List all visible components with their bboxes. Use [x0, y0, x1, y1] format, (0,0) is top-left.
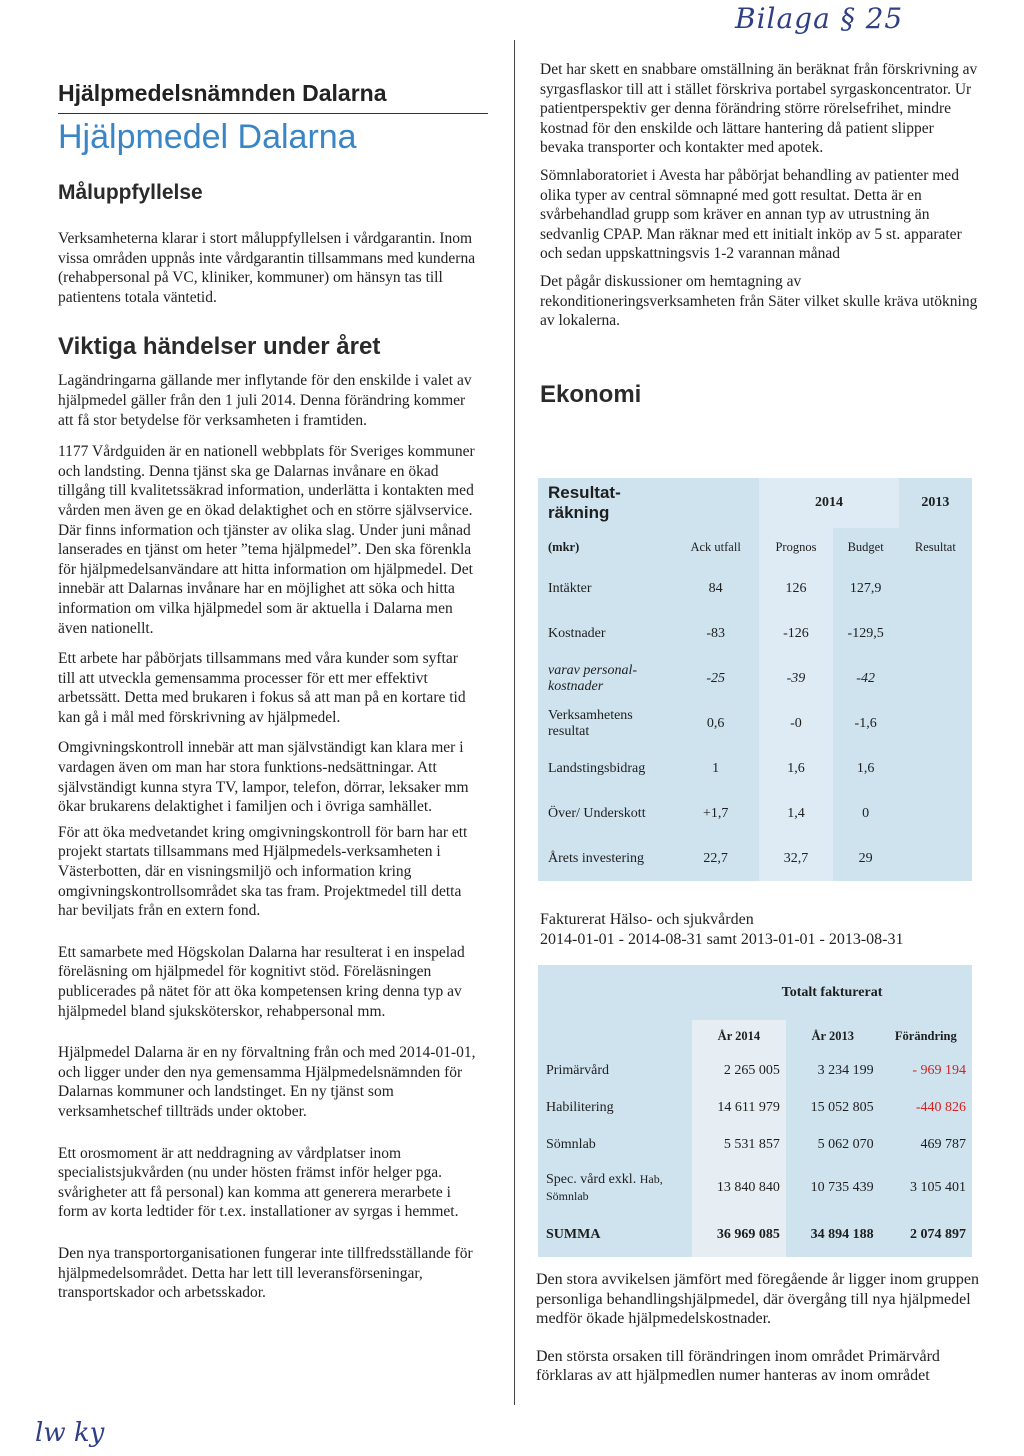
paragraph: Den största orsaken till förändringen inom området Primärvård förklaras av att hjälpmedlen numer hanteras av inom området [536, 1347, 940, 1385]
col-prognos: Prognos [759, 528, 832, 566]
table-row: varav personal-kostnader -25 -39 -42 [538, 656, 972, 701]
table-row: Kostnader -83 -126 -129,5 [538, 611, 972, 656]
billing-caption: Fakturerat Hälso- och sjukvården 2014-01-01 - 2014-08-31 samt 2013-01-01 - 2013-08-31 [540, 911, 904, 948]
paragraph: Det pågår diskussioner om hemtagning av rekonditioneringsverksamheten från Säter vilket skulle kräva utökning av lokalerna. [540, 272, 978, 330]
table-title: Resultat-räkning [548, 483, 621, 522]
col-forandring: Förändring [894, 1028, 957, 1043]
col-resultat: Resultat [914, 539, 956, 554]
ekonomi-heading: Ekonomi [540, 380, 642, 408]
table-row: Sömnlab 5 531 857 5 062 070 469 787 [538, 1126, 972, 1163]
paragraph: För att öka medvetandet kring omgivningskontroll för barn har ett projekt startats tillsammans med Hjälpmedels-verksamheten i Västerbotten, där en visningsmiljö och information kring omgivningskontrollsområdet ska tas fram. Projektmedel till detta har beviljats från en extern fond. [58, 823, 468, 920]
paragraph: Den stora avvikelsen jämfört med föregående år ligger inom gruppen personliga behandlingshjälpmedel, där övergång till nya hjälpmedel medför ökade hjälpmedelskostnader. [536, 1271, 979, 1328]
table-row: Årets investering 22,7 32,7 29 [538, 836, 972, 881]
org-name: Hjälpmedelsnämnden Dalarna [58, 80, 488, 114]
paragraph: Ett orosmoment är att neddragning av vårdplatser inom specialistsjukvården (nu under hösten främst inför helger pga. svårigheter att få personal) kan komma att generera merarbete i form av korta ledtider för t.ex. installationer av syrgas i hemmet. [58, 1144, 459, 1221]
viktiga-handelser-heading: Viktiga händelser under året [58, 333, 381, 361]
column-divider [514, 40, 515, 1405]
unit-label: (mkr) [548, 539, 580, 554]
sum-row: SUMMA 36 969 085 34 894 188 2 074 897 [538, 1213, 972, 1257]
paragraph: Hjälpmedel Dalarna är en ny förvaltning från och med 2014-01-01, och ligger under den nya gemensamma Hjälpmedelsnämnden för Dalarnas kommuner och landstinget. En ny tjänst som verksamhetschef tillträds under oktober. [58, 1044, 476, 1120]
handwritten-initials: lw ky [35, 1418, 105, 1448]
year-2014-header: 2014 [759, 478, 898, 528]
col-ar-2014: År 2014 [692, 1020, 786, 1052]
right-column [540, 60, 980, 409]
table-row: Landstingsbidrag 1 1,6 1,6 [538, 746, 972, 791]
left-column [58, 80, 478, 1303]
maluppfyllelse-text: Verksamheterna klarar i stort måluppfyllelsen i vårdgarantin. Inom vissa områden uppnås inte vårdgarantin tillsammans med kunderna (rehabpersonal på VC, kliniker, kommuner) om hänsyn tas till patientens totala väntetid. [58, 230, 476, 306]
col-budget: Budget [847, 539, 884, 554]
table-row: Primärvård 2 265 005 3 234 199 - 969 194 [538, 1052, 972, 1089]
table-row: Över/ Underskott +1,7 1,4 0 [538, 791, 972, 836]
table-row: Verksamhetens resultat 0,6 -0 -1,6 [538, 701, 972, 746]
paragraph: Ett samarbete med Högskolan Dalarna har resulterat i en inspelad föreläsning om hjälpmedel för kognitivt stöd. Föreläsningen publicerades på nätet för att öka kompetensen kring denna typ av hjälpmedel bland sjuksköterskor, rehabpersonal mm. [58, 943, 465, 1020]
table-row: Spec. vård exkl. Hab, Sömnlab 13 840 840 10 735 439 3 105 401 [538, 1163, 972, 1213]
paragraph: 1177 Vårdguiden är en nationell webbplats för Sveriges kommuner och landsting. Denna tjänst ska ge Dalarnas invånare en ökad tillgång till kvalitetssäkrad information, underlätta i kontakten med vården men även ge en ökad delaktighet och en större självservice. Där finns information och tjänster av olika slag. Under juni månad lanserades en tjänst om heter ”tema hjälpmedel”. Den ska förenkla för hjälpmedelsanvändare att hitta information om hjälpmedel. Det innebär att Dalarnas invånare har en möjlighet att söka och hitta information om vilka hjälpmedel som är aktuella i Dalarna men även nationellt. [58, 443, 475, 637]
paragraph: Sömnlaboratoriet i Avesta har påbörjat behandling av patienter med olika typer av central sömnapné med gott resultat. Detta är en svårbehandlad grupp som kräver en annan typ av utrustning än sedvanlig CPAP. Man räknar med ett initialt inköp av 5 st. apparater och sedan uppskattningsvis 1-2 varannan månad [540, 166, 962, 263]
paragraph: Lagändringarna gällande mer inflytande för den enskilde i valet av hjälpmedel gäller från den 1 juli 2014. Denna förändring kommer att få stor betydelse för verksamheten i framtiden. [58, 372, 472, 429]
maluppfyllelse-heading: Måluppfyllelse [58, 181, 203, 204]
table-row: Intäkter 84 126 127,9 [538, 566, 972, 611]
closing-section [536, 1270, 986, 1386]
paragraph: Det har skett en snabbare omställning än beräknat från förskrivning av syrgasflaskor till att i stället förskriva portabel syrgaskoncentrator. Ur patientperspektiv ger denna förändring större rörelsefrihet, mindre kostnad för den enskilde och lättare hantering då patient slipper bevaka transporter och kontakter med apotek. [540, 61, 978, 157]
brand-title: Hjälpmedel Dalarna [58, 118, 357, 156]
paragraph: Den nya transportorganisationen fungerar inte tillfredsställande för hjälpmedelsområdet. Detta har lett till leveransförseningar, transportskador och arbetsskador. [58, 1244, 473, 1302]
paragraph: Omgivningskontroll innebär att man självständigt kan klara mer i vardagen även om man har stora funktions-nedsättningar. Att självständigt kunna styra TV, lampor, telefon, dörrar, leksaker mm ökar brukarens delaktighet i familjen och i övriga samhället. [58, 739, 469, 816]
paragraph: Ett arbete har påbörjats tillsammans med våra kunder som syftar till att utveckla gemensamma processer för ett mer effektivt arbetssätt. Detta med brukaren i fokus så att man på en kortare tid kan gå i mål med förskrivning av hjälpmedel. [58, 650, 466, 726]
year-2013-header: 2013 [921, 495, 950, 510]
col-ack-utfall: Ack utfall [690, 539, 741, 554]
billing-title: Totalt fakturerat [781, 984, 883, 1000]
income-statement-table [538, 478, 972, 881]
billing-table [538, 965, 972, 1257]
col-ar-2013: År 2013 [811, 1028, 854, 1043]
table-row: Habilitering 14 611 979 15 052 805 -440 826 [538, 1089, 972, 1126]
handwritten-attachment-note: Bilaga § 25 [735, 2, 904, 35]
